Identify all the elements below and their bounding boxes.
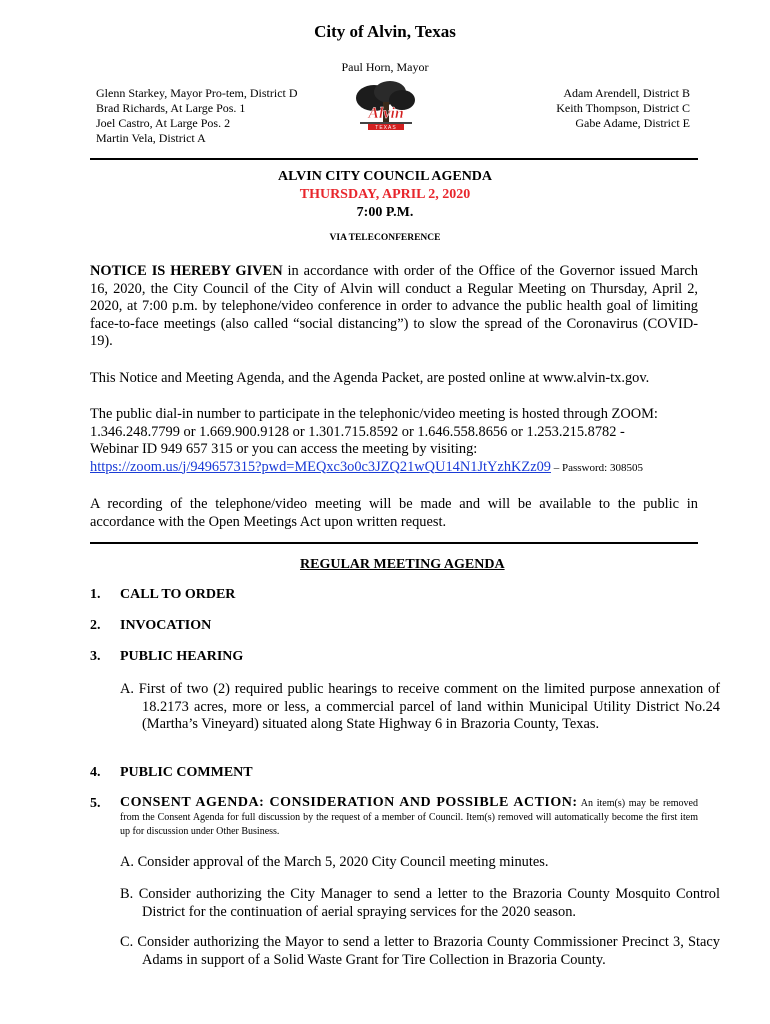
council-members-right — [556, 86, 690, 131]
agenda-item-title: PUBLIC COMMENT — [120, 765, 253, 780]
agenda-item-number: 4. — [90, 765, 101, 780]
dial-in-intro: The public dial-in number to participate in the telephonic/video meeting is hosted through ZOOM: — [90, 406, 658, 422]
agenda-item-title: PUBLIC HEARING — [120, 649, 244, 664]
council-member: Brad Richards, At Large Pos. 1 — [96, 101, 246, 115]
council-members-left — [96, 86, 298, 146]
council-member: Adam Arendell, District B — [563, 86, 690, 100]
city-logo — [350, 78, 422, 134]
header-divider — [90, 158, 698, 160]
dial-in-numbers: 1.346.248.7799 or 1.669.900.9128 or 1.301.715.8592 or 1.646.558.8656 or 1.253.215.8782 - — [90, 423, 625, 440]
meeting-date: THURSDAY, APRIL 2, 2020 — [299, 187, 471, 202]
notice-lead: NOTICE IS HEREBY GIVEN — [90, 263, 283, 279]
consent-item-c: C. Consider authorizing the Mayor to send a letter to Brazoria County Commissioner Precinct 3, Stacy Adams in support of a Solid Waste Grant for Tire Collection in Brazoria County. — [120, 934, 720, 968]
regular-meeting-heading: REGULAR MEETING AGENDA — [300, 557, 505, 572]
notice-paragraph — [90, 263, 698, 351]
webinar-id: Webinar ID 949 657 315 or you can access the meeting by visiting: — [90, 441, 478, 457]
agenda-item-number: 1. — [90, 587, 101, 602]
svg-text:Alvin: Alvin — [368, 105, 404, 122]
agenda-item-number: 3. — [90, 649, 101, 664]
svg-text:TEXAS: TEXAS — [375, 125, 397, 131]
consent-item-a: A. Consider approval of the March 5, 2020 City Council meeting minutes. — [120, 854, 549, 870]
zoom-link[interactable]: https://zoom.us/j/949657315?pwd=MEQxc3o0c3JZQ21wQU14N1JtYzhKZz09 — [90, 458, 551, 475]
public-hearing-item-a: A. First of two (2) required public hearings to receive comment on the limited purpose annexation of 18.2173 acres, more or less, a commercial parcel of land within Municipal Utility District No.24 (Martha’s Vineyard) situated along State Highway 6 in Brazoria County, Texas. — [120, 681, 720, 732]
council-member: Keith Thompson, District C — [556, 101, 690, 115]
notice-text: in accordance with order of the Office of the Governor issued March 16, 2020, the City Council of the City of Alvin will conduct a Regular Meeting on Thursday, April 2, 2020, at 7:00 p.m. by telephone/video conference in order to advance the public health goal of limiting face-to-face meetings (also called “social distancing”) to slow the spread of the Coronavirus (COVID-19). — [90, 263, 698, 349]
mayor-name: Paul Horn, Mayor — [341, 60, 429, 74]
zoom-line — [90, 459, 698, 478]
zoom-password: – Password: 308505 — [550, 461, 643, 474]
section-divider — [90, 542, 698, 544]
city-title: City of Alvin, Texas — [314, 22, 456, 41]
dial-in-paragraph — [90, 406, 698, 477]
agenda-item-number: 2. — [90, 618, 101, 633]
council-member: Joel Castro, At Large Pos. 2 — [96, 116, 231, 130]
agenda-item-number: 5. — [90, 796, 101, 811]
council-member: Gabe Adame, District E — [575, 116, 690, 130]
recording-paragraph: A recording of the telephone/video meeting will be made and will be available to the public in accordance with the Open Meetings Act upon written request. — [90, 496, 698, 530]
posted-online-paragraph: This Notice and Meeting Agenda, and the Agenda Packet, are posted online at www.alvin-tx.gov. — [90, 370, 650, 386]
agenda-item-title: INVOCATION — [120, 618, 212, 633]
consent-agenda-note: An item(s) may be removed from the Consent Agenda for full discussion by the request of a member of Council. Item(s) removed will automatically become the first item up for discussion under Other Business. — [120, 798, 698, 837]
consent-item-b: B. Consider authorizing the City Manager to send a letter to the Brazoria County Mosquito Control District for the continuation of aerial spraying services for the 2020 season. — [120, 886, 720, 920]
council-member: Martin Vela, District A — [96, 131, 206, 145]
agenda-title: ALVIN CITY COUNCIL AGENDA — [277, 169, 493, 184]
meeting-mode: VIA TELECONFERENCE — [329, 233, 441, 243]
meeting-time: 7:00 P.M. — [356, 205, 414, 220]
consent-agenda-header — [120, 796, 698, 838]
council-member: Glenn Starkey, Mayor Pro-tem, District D — [96, 86, 298, 100]
agenda-item-title: CONSENT AGENDA: CONSIDERATION AND POSSIBLE ACTION: — [120, 795, 578, 810]
agenda-item-title: CALL TO ORDER — [120, 587, 236, 602]
